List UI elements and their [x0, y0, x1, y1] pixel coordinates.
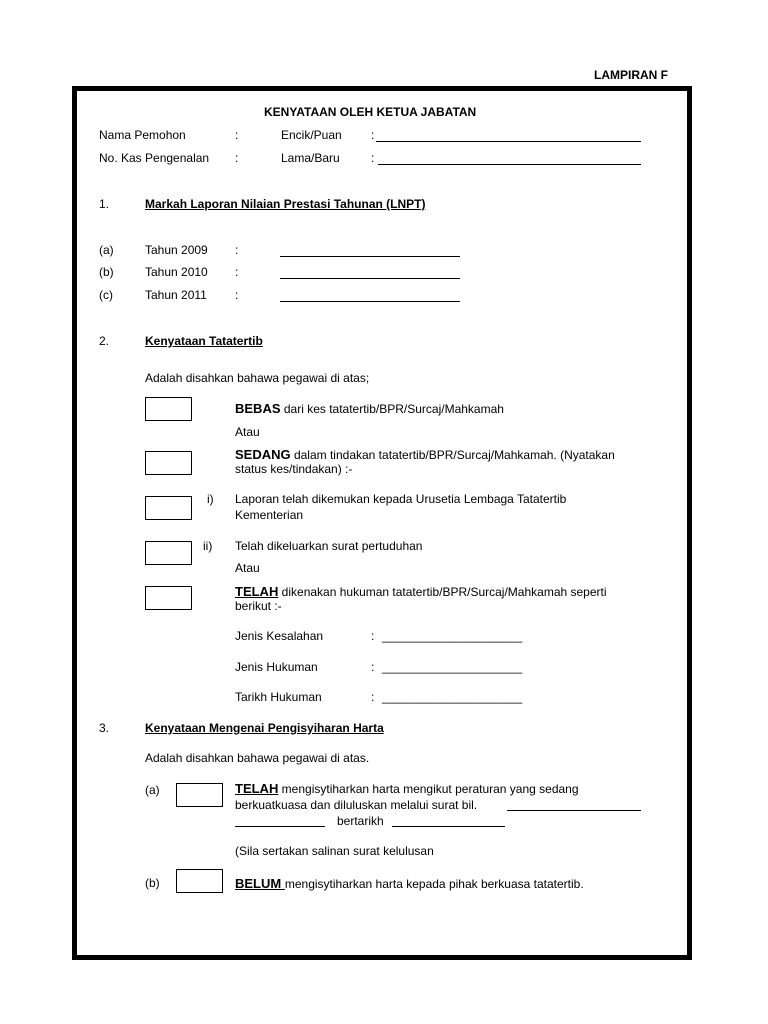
detail-input-line[interactable]: _____________________ — [382, 660, 523, 674]
section-heading: Kenyataan Tatatertib — [145, 334, 263, 348]
colon: : — [235, 265, 239, 279]
laporan-text-line2: Kementerian — [235, 508, 304, 522]
year-label: Tahun 2011 — [145, 288, 207, 302]
detail-input-line[interactable]: _____________________ — [382, 690, 523, 704]
pertuduhan-checkbox[interactable] — [145, 541, 192, 565]
belum-checkbox[interactable] — [176, 869, 223, 893]
atau-text: Atau — [235, 425, 260, 439]
section-number: 3. — [99, 721, 110, 735]
telah-statement — [235, 584, 607, 599]
detail-label: Tarikh Hukuman — [235, 690, 322, 704]
laporan-checkbox[interactable] — [145, 496, 192, 520]
year-input-line[interactable] — [280, 278, 460, 279]
surat-bil-input-line-2[interactable] — [235, 826, 325, 827]
telah-keyword: TELAH — [235, 781, 279, 796]
sedang-statement — [235, 447, 615, 462]
form-frame — [72, 86, 692, 960]
telah-text: dikenakan hukuman tatatertib/BPR/Surcaj/Mahkamah seperti — [278, 585, 607, 599]
bebas-text: dari kes tatatertib/BPR/Surcaj/Mahkamah — [280, 402, 504, 416]
telah-keyword: TELAH — [235, 584, 279, 599]
item-letter: (c) — [99, 288, 113, 302]
detail-label: Jenis Kesalahan — [235, 629, 324, 643]
section-intro: Adalah disahkan bahawa pegawai di atas; — [145, 371, 370, 385]
bebas-statement — [235, 401, 504, 416]
belum-text: mengisytiharkan harta kepada pihak berkuasa tatatertib. — [284, 877, 584, 891]
telah-harta-text-line2: berkuatkuasa dan diluluskan melalui surat bil. — [235, 798, 478, 812]
section-number: 2. — [99, 334, 110, 348]
telah-harta-statement — [235, 781, 579, 796]
name-label: Nama Pemohon — [99, 128, 186, 142]
telah-harta-text: mengisytiharkan harta mengikut peraturan yang sedang — [278, 782, 579, 796]
year-input-line[interactable] — [280, 301, 460, 302]
ic-label: No. Kas Pengenalan — [99, 151, 210, 165]
colon: : — [371, 151, 375, 165]
detail-input-line[interactable]: _____________________ — [382, 629, 523, 643]
colon: : — [371, 690, 375, 704]
year-label: Tahun 2010 — [145, 265, 208, 279]
belum-keyword: BELUM — [235, 876, 285, 891]
colon: : — [371, 660, 375, 674]
ic-input-line[interactable] — [378, 164, 641, 165]
telah-harta-checkbox[interactable] — [176, 783, 223, 807]
bebas-checkbox[interactable] — [145, 397, 192, 421]
roman-ii-label: ii) — [203, 539, 213, 553]
colon: : — [235, 151, 239, 165]
detail-label: Jenis Hukuman — [235, 660, 318, 674]
tarikh-input-line[interactable] — [392, 826, 505, 827]
appendix-label: LAMPIRAN F — [594, 68, 668, 82]
colon: : — [235, 243, 239, 257]
sedang-text: dalam tindakan tatatertib/BPR/Surcaj/Mahkamah. (Nyatakan — [290, 448, 615, 462]
section-number: 1. — [99, 197, 110, 211]
laporan-text: Laporan telah dikemukan kepada Urusetia Lembaga Tatatertib — [235, 492, 567, 506]
section-heading: Markah Laporan Nilaian Prestasi Tahunan (LNPT) — [145, 197, 426, 211]
telah-checkbox[interactable] — [145, 586, 192, 610]
bebas-keyword: BEBAS — [235, 401, 281, 416]
item-letter: (b) — [99, 265, 114, 279]
name-prefix: Encik/Puan — [281, 128, 342, 142]
section-heading: Kenyataan Mengenai Pengisyiharan Harta — [145, 721, 384, 735]
bertarikh-text: bertarikh — [337, 814, 384, 828]
form-title: KENYATAAN OLEH KETUA JABATAN — [264, 105, 477, 119]
atau-text: Atau — [235, 561, 260, 575]
item-letter: (b) — [145, 876, 160, 890]
year-label: Tahun 2009 — [145, 243, 208, 257]
colon: : — [235, 288, 239, 302]
item-letter: (a) — [99, 243, 114, 257]
name-input-line[interactable] — [376, 141, 641, 142]
roman-i-label: i) — [207, 492, 214, 506]
colon: : — [371, 128, 375, 142]
section-intro: Adalah disahkan bahawa pegawai di atas. — [145, 751, 370, 765]
ic-prefix: Lama/Baru — [281, 151, 340, 165]
item-letter: (a) — [145, 783, 160, 797]
sedang-keyword: SEDANG — [235, 447, 291, 462]
belum-statement — [235, 876, 584, 891]
year-input-line[interactable] — [280, 256, 460, 257]
pertuduhan-text: Telah dikeluarkan surat pertuduhan — [235, 539, 423, 553]
surat-bil-input-line[interactable] — [507, 810, 641, 811]
colon: : — [235, 128, 239, 142]
telah-text-line2: berikut :- — [235, 599, 282, 613]
sedang-text-line2: status kes/tindakan) :- — [235, 462, 353, 476]
sedang-checkbox[interactable] — [145, 451, 192, 475]
note-text: (Sila sertakan salinan surat kelulusan — [235, 844, 434, 858]
colon: : — [371, 629, 375, 643]
